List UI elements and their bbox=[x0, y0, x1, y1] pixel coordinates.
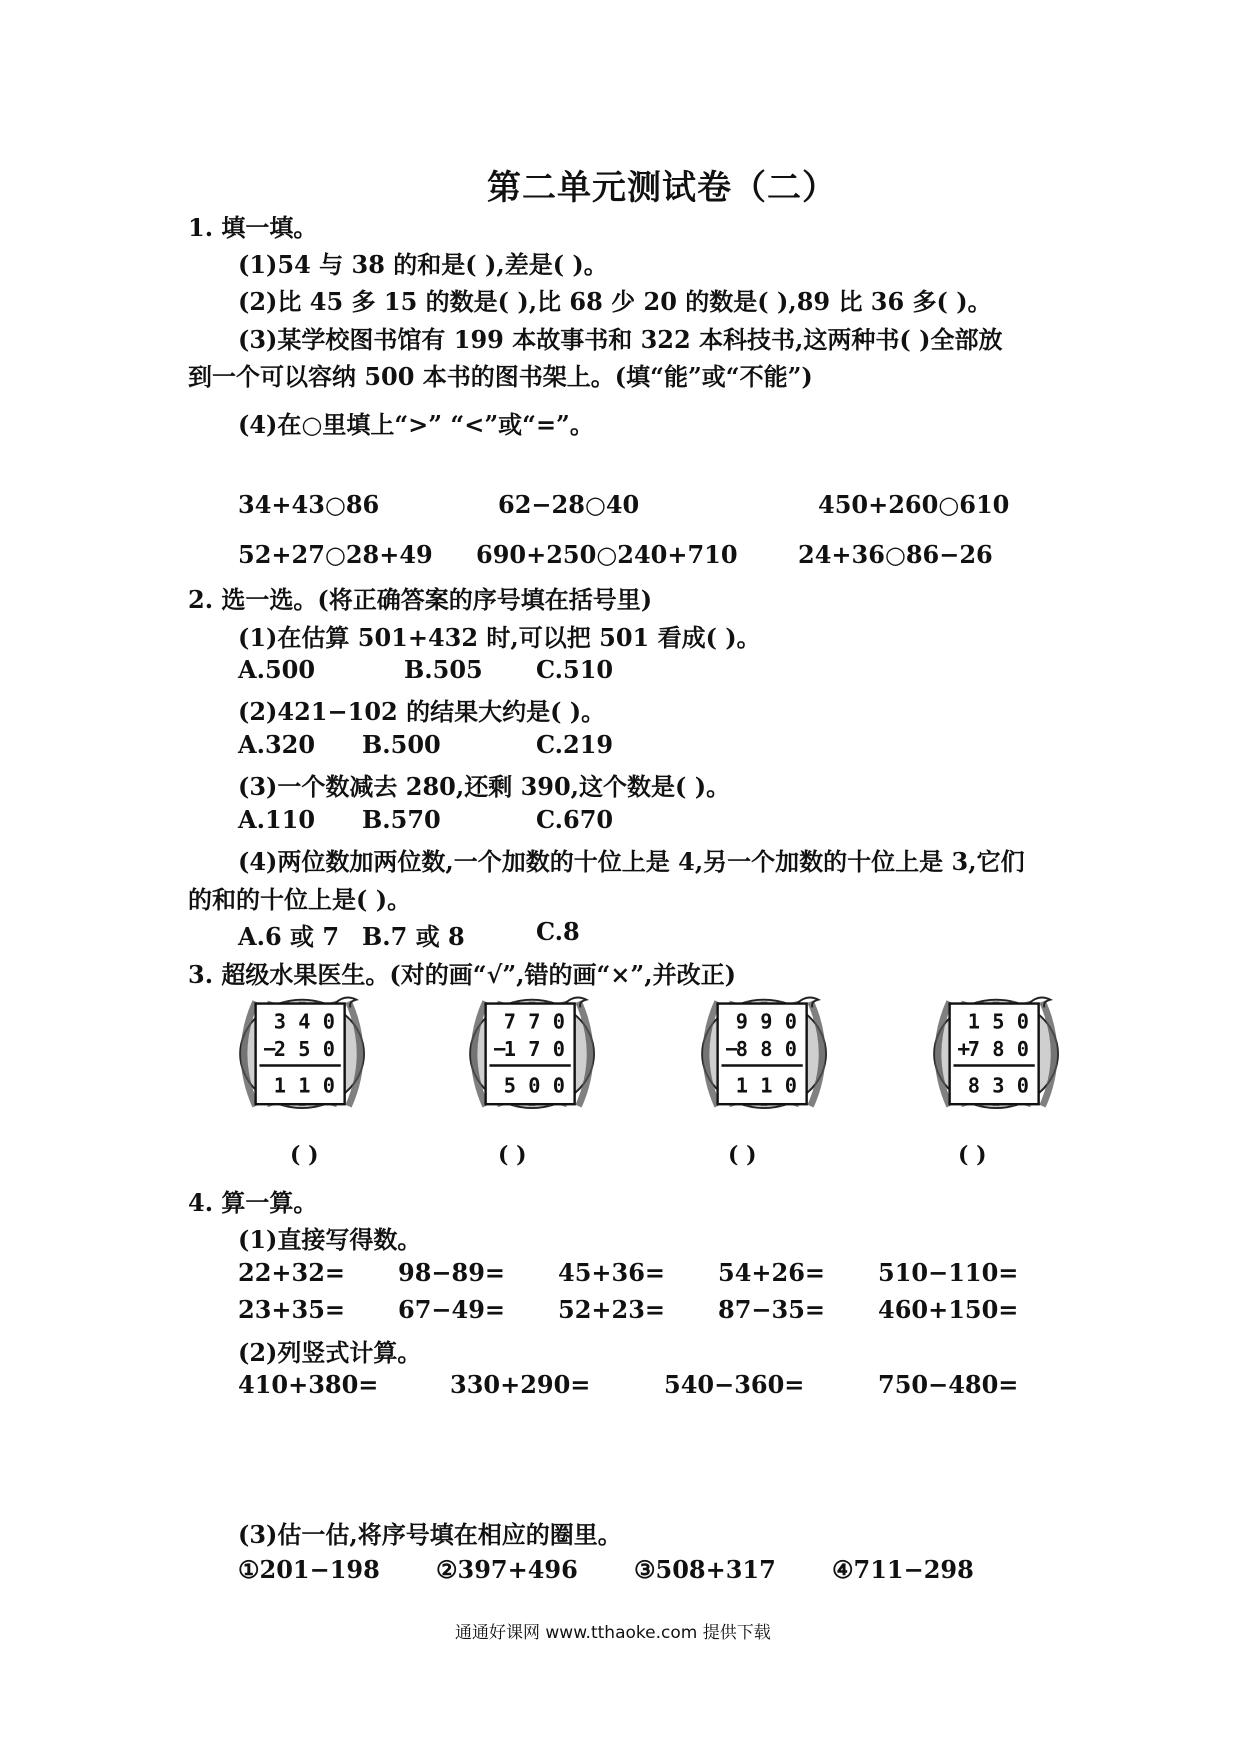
answer-blank[interactable]: ( ) bbox=[290, 1142, 319, 1168]
q4-heading: 4. 算一算。 bbox=[188, 1188, 318, 1217]
addend-top: 9 9 0 bbox=[735, 1009, 797, 1034]
operator-sign: − bbox=[493, 1036, 507, 1062]
addend-bottom: 7 8 0 bbox=[967, 1036, 1029, 1061]
footer-credit: 通通好课网 www.tthaoke.com 提供下载 bbox=[455, 1623, 771, 1643]
mental-calc: 98−89= bbox=[398, 1258, 506, 1287]
operator-sign: + bbox=[957, 1036, 971, 1062]
option: C.510 bbox=[536, 655, 614, 684]
compare-item: 34+43○86 bbox=[238, 490, 380, 519]
q1-part3-line1: (3)某学校图书馆有 199 本故事书和 322 本科技书,这两种书( )全部放 bbox=[238, 325, 1003, 354]
watermelon-problem-card bbox=[236, 990, 372, 1110]
addend-bottom: 1 7 0 bbox=[503, 1036, 565, 1061]
mental-calc: 23+35= bbox=[238, 1295, 346, 1324]
option: C.8 bbox=[536, 917, 580, 946]
option: C.670 bbox=[536, 805, 614, 834]
option: A.500 bbox=[238, 655, 316, 684]
mental-calc: 45+36= bbox=[558, 1258, 666, 1287]
option: A.320 bbox=[238, 730, 316, 759]
option: B.500 bbox=[362, 730, 441, 759]
option: A.110 bbox=[238, 805, 316, 834]
vertical-calc: 750−480= bbox=[878, 1370, 1019, 1399]
estimate-item: ①201−198 bbox=[238, 1555, 380, 1584]
option: A.6 或 7 bbox=[238, 922, 340, 951]
compare-item: 62−28○40 bbox=[498, 490, 640, 519]
result-value: 5 0 0 bbox=[503, 1073, 565, 1098]
vertical-calc: 330+290= bbox=[450, 1370, 591, 1399]
compare-item: 690+250○240+710 bbox=[476, 540, 738, 569]
q4-sub3-heading: (3)估一估,将序号填在相应的圈里。 bbox=[238, 1520, 622, 1549]
operator-sign: − bbox=[725, 1036, 739, 1062]
addend-top: 3 4 0 bbox=[273, 1009, 335, 1034]
option: C.219 bbox=[536, 730, 614, 759]
q4-sub1-heading: (1)直接写得数。 bbox=[238, 1225, 422, 1254]
compare-item: 52+27○28+49 bbox=[238, 540, 433, 569]
mental-calc: 67−49= bbox=[398, 1295, 506, 1324]
operator-sign: − bbox=[263, 1036, 277, 1062]
watermelon-problem-card bbox=[698, 990, 834, 1110]
answer-blank[interactable]: ( ) bbox=[498, 1142, 527, 1168]
result-value: 8 3 0 bbox=[967, 1073, 1029, 1098]
result-value: 1 1 0 bbox=[735, 1073, 797, 1098]
option: B.570 bbox=[362, 805, 441, 834]
answer-blank[interactable]: ( ) bbox=[728, 1142, 757, 1168]
mental-calc: 52+23= bbox=[558, 1295, 666, 1324]
estimate-item: ③508+317 bbox=[634, 1555, 776, 1584]
q2-sub4-line2: 的和的十位上是( )。 bbox=[188, 885, 412, 914]
mental-calc: 22+32= bbox=[238, 1258, 346, 1287]
q1-part4: (4)在○里填上“>” “<”或“=”。 bbox=[238, 410, 594, 439]
q2-sub2: (2)421−102 的结果大约是( )。 bbox=[238, 697, 606, 726]
option: B.7 或 8 bbox=[362, 922, 465, 951]
q3-heading: 3. 超级水果医生。(对的画“√”,错的画“×”,并改正) bbox=[188, 960, 736, 989]
addend-top: 1 5 0 bbox=[967, 1009, 1029, 1034]
q4-sub2-heading: (2)列竖式计算。 bbox=[238, 1338, 422, 1367]
addend-top: 7 7 0 bbox=[503, 1009, 565, 1034]
result-value: 1 1 0 bbox=[273, 1073, 335, 1098]
vertical-calc: 540−360= bbox=[664, 1370, 805, 1399]
estimate-item: ④711−298 bbox=[832, 1555, 974, 1584]
watermelon-problem-card bbox=[466, 990, 602, 1110]
q1-heading: 1. 填一填。 bbox=[188, 213, 318, 242]
addend-bottom: 2 5 0 bbox=[273, 1036, 335, 1061]
q1-part3-line2: 到一个可以容纳 500 本书的图书架上。(填“能”或“不能”) bbox=[188, 362, 813, 391]
mental-calc: 510−110= bbox=[878, 1258, 1019, 1287]
mental-calc: 54+26= bbox=[718, 1258, 826, 1287]
q2-sub3: (3)一个数减去 280,还剩 390,这个数是( )。 bbox=[238, 772, 731, 801]
answer-blank[interactable]: ( ) bbox=[958, 1142, 987, 1168]
page-title: 第二单元测试卷（二） bbox=[487, 168, 837, 208]
option: B.505 bbox=[404, 655, 483, 684]
q1-part1: (1)54 与 38 的和是( ),差是( )。 bbox=[238, 250, 608, 279]
q1-part2: (2)比 45 多 15 的数是( ),比 68 少 20 的数是( ),89 比 36 多( )。 bbox=[238, 287, 992, 316]
compare-item: 450+260○610 bbox=[818, 490, 1010, 519]
q2-heading: 2. 选一选。(将正确答案的序号填在括号里) bbox=[188, 585, 653, 614]
q2-sub4-line1: (4)两位数加两位数,一个加数的十位上是 4,另一个加数的十位上是 3,它们 bbox=[238, 847, 1025, 876]
watermelon-problem-card bbox=[930, 990, 1066, 1110]
estimate-item: ②397+496 bbox=[436, 1555, 578, 1584]
mental-calc: 460+150= bbox=[878, 1295, 1019, 1324]
vertical-calc: 410+380= bbox=[238, 1370, 379, 1399]
addend-bottom: 8 8 0 bbox=[735, 1036, 797, 1061]
q2-sub1: (1)在估算 501+432 时,可以把 501 看成( )。 bbox=[238, 623, 761, 652]
mental-calc: 87−35= bbox=[718, 1295, 826, 1324]
compare-item: 24+36○86−26 bbox=[798, 540, 993, 569]
